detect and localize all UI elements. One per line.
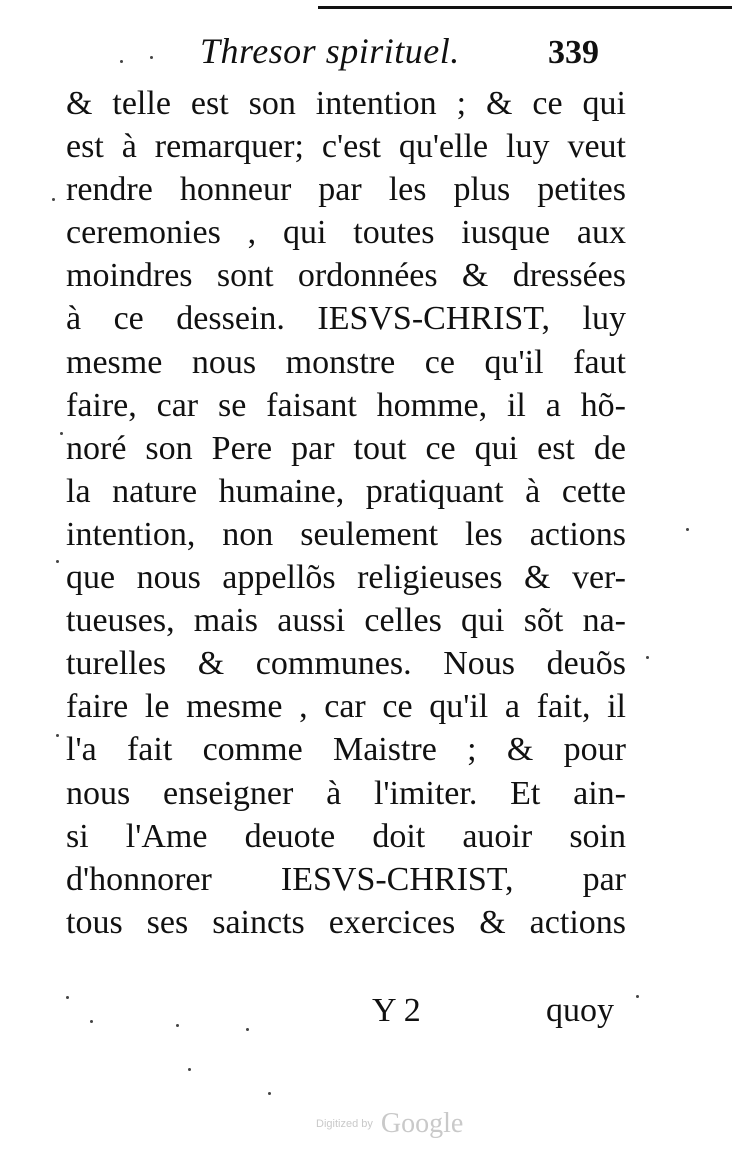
watermark-prefix: Digitized by (316, 1118, 373, 1130)
ink-speck (56, 734, 59, 737)
watermark-brand: Google (380, 1108, 464, 1139)
text-line: noré son Pere par tout ce qui est de (66, 429, 626, 467)
ink-speck (176, 1024, 179, 1027)
text-line: mesme nous monstre ce qu'il faut (66, 343, 626, 381)
ink-speck (268, 1092, 271, 1095)
text-line: rendre honneur par les plus petites (66, 171, 626, 209)
text-line: nous enseigner à l'imiter. Et ain- (66, 774, 626, 812)
text-line: que nous appellõs religieuses & ver- (66, 559, 626, 597)
ink-speck (150, 56, 153, 59)
text-line: si l'Ame deuote doit auoir soin (66, 817, 626, 855)
text-line: la nature humaine, pratiquant à cette (66, 472, 626, 510)
text-line: l'a fait comme Maistre ; & pour (66, 731, 626, 769)
body-text (66, 82, 626, 944)
ink-speck (120, 60, 123, 63)
ink-speck (646, 656, 649, 659)
text-line: intention, non seulement les actions (66, 515, 626, 553)
ink-speck (636, 995, 639, 998)
text-line: ceremonies , qui toutes iusque aux (66, 214, 626, 252)
top-border-rule (318, 6, 732, 9)
ink-speck (66, 996, 69, 999)
ink-speck (52, 198, 55, 201)
ink-speck (60, 432, 63, 435)
ink-speck (188, 1068, 191, 1071)
text-line: moindres sont ordonnées & dressées (66, 257, 626, 295)
running-title: Thresor spirituel. (200, 31, 460, 71)
ink-speck (56, 560, 59, 563)
text-line: tueuses, mais aussi celles qui sõt na- (66, 602, 626, 640)
ink-speck (686, 528, 689, 531)
digitized-watermark (316, 1108, 463, 1140)
text-line: turelles & communes. Nous deuõs (66, 645, 626, 683)
text-line: est à remarquer; c'est qu'elle luy veut (66, 128, 626, 166)
text-line: faire le mesme , car ce qu'il a fait, il (66, 688, 626, 726)
text-line: d'honnorer IESVS-CHRIST, par (66, 860, 626, 898)
ink-speck (246, 1028, 249, 1031)
text-line: à ce dessein. IESVS-CHRIST, luy (66, 300, 626, 338)
page-number: 339 (548, 34, 599, 71)
signature-mark: Y 2 (372, 992, 421, 1029)
text-line: faire, car se faisant homme, il a hõ- (66, 386, 626, 424)
catchword: quoy (546, 992, 614, 1029)
text-line: tous ses saincts exercices & actions (66, 903, 626, 941)
ink-speck (90, 1020, 93, 1023)
text-line: & telle est son intention ; & ce qui (66, 85, 626, 122)
catch-line (66, 992, 614, 1036)
